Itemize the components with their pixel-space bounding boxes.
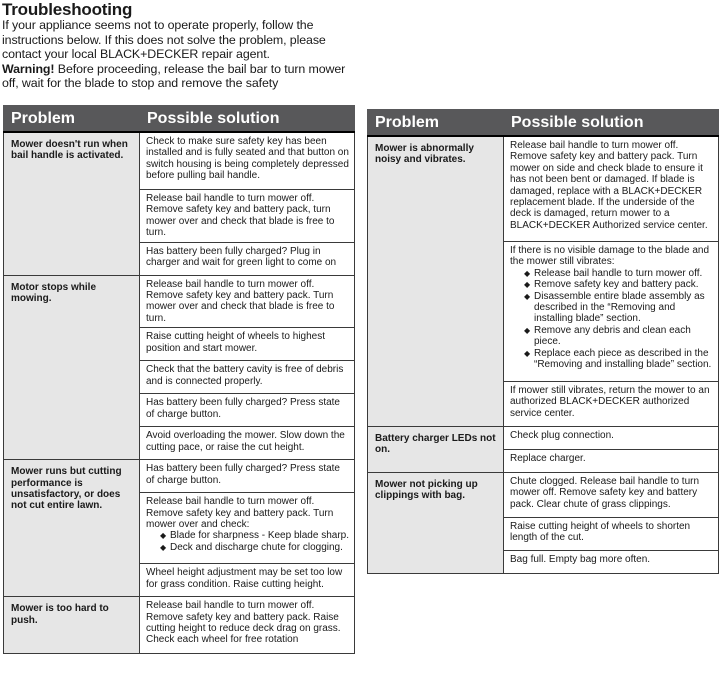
solution-text: Release bail handle to turn mower off. Remove safety key and battery pack. Turn mower over and check: (146, 496, 334, 531)
table-row (4, 597, 355, 654)
intro-paragraph (2, 18, 347, 91)
problem-column-header: Problem (4, 106, 140, 133)
problem-cell: Mower runs but cutting performance is unsatisfactory, or does not cut entire lawn. (4, 460, 140, 597)
troubleshooting-table-left (3, 105, 355, 654)
intro-text: If your appliance seems not to operate properly, follow the instructions below. If this does not solve the problem, please contact your local BLACK+DECKER repair agent. (2, 18, 326, 62)
table-row (4, 275, 355, 328)
solution-cell: Replace charger. (504, 450, 719, 473)
bullet-item: ◆ Deck and discharge chute for clogging. (160, 542, 350, 553)
warning-label: Warning! (2, 61, 55, 76)
solution-cell: Chute clogged. Release bail handle to turn mower off. Remove safety key and battery pack. Clear chute of grass clippings. (504, 473, 719, 518)
solution-cell: Has battery been fully charged? Plug in charger and wait for green light to come on (140, 242, 355, 275)
solution-cell: Wheel height adjustment may be set too low for grass condition. Raise cutting height. (140, 564, 355, 597)
warning-text: Before proceeding, release the bail bar to turn mower off, wait for the blade to stop and remove the safety (2, 61, 346, 91)
solution-cell: Raise cutting height of wheels to highest position and start mower. (140, 328, 355, 361)
solution-cell: Has battery been fully charged? Press state of charge button. (140, 460, 355, 493)
problem-cell: Battery charger LEDs not on. (368, 427, 504, 473)
problem-cell: Mower not picking up clippings with bag. (368, 473, 504, 574)
page-title: Troubleshooting (2, 0, 133, 19)
solution-cell: Check to make sure safety key has been installed and is fully seated and that button on switch housing is being completely depressed before pulling bail handle. (140, 132, 355, 190)
table-row (368, 136, 719, 242)
troubleshooting-table-right (367, 109, 719, 574)
bullet-item: ◆ Disassemble entire blade assembly as described in the “Removing and installing blade” section. (524, 291, 714, 325)
bullet-item: ◆ Remove any debris and clean each piece. (524, 325, 714, 348)
solution-cell: Raise cutting height of wheels to shorten length of the cut. (504, 518, 719, 551)
problem-cell: Mower is abnormally noisy and vibrates. (368, 136, 504, 427)
solution-cell: Has battery been fully charged? Press state of charge button. (140, 394, 355, 427)
problem-cell: Motor stops while mowing. (4, 275, 140, 460)
table-row (4, 460, 355, 493)
table-row (4, 132, 355, 190)
solution-cell: Bag full. Empty bag more often. (504, 551, 719, 574)
table-row (368, 473, 719, 518)
bullet-item: ◆ Remove safety key and battery pack. (524, 279, 714, 290)
solution-cell: If mower still vibrates, return the mower to an authorized BLACK+DECKER authorized service center. (504, 382, 719, 427)
solution-cell: Check that the battery cavity is free of debris and is connected properly. (140, 361, 355, 394)
solution-cell (140, 493, 355, 564)
table-row (368, 427, 719, 450)
solution-cell: Release bail handle to turn mower off. Remove safety key and battery pack. Turn mower on side and check blade to ensure it has not been bent or damaged. If blade is damaged, replace with a BLACK+DECKER replacement blade. If the underside of the deck is damaged, return mower to a BLACK+DECKER Authorized service center. (504, 136, 719, 242)
solution-cell: Avoid overloading the mower. Slow down the cutting pace, or raise the cut height. (140, 427, 355, 460)
bullet-item: ◆ Release bail handle to turn mower off. (524, 268, 714, 279)
solution-cell: Release bail handle to turn mower off. Remove safety key and battery pack, turn mower over and check that blade is free to turn. (140, 190, 355, 243)
solution-column-header: Possible solution (504, 110, 719, 137)
problem-column-header: Problem (368, 110, 504, 137)
bullet-list (510, 268, 714, 371)
solution-cell: Check plug connection. (504, 427, 719, 450)
solution-cell (504, 242, 719, 382)
problem-cell: Mower is too hard to push. (4, 597, 140, 654)
solution-text: If there is no visible damage to the blade and the mower still vibrates: (510, 245, 710, 268)
bullet-item: ◆ Replace each piece as described in the “Removing and installing blade” section. (524, 348, 714, 371)
bullet-list (146, 530, 350, 553)
solution-cell: Release bail handle to turn mower off. Remove safety key and battery pack. Raise cutting height to reduce deck drag on grass. Check each wheel for free rotation (140, 597, 355, 654)
table-header-row (4, 106, 355, 133)
solution-cell: Release bail handle to turn mower off. Remove safety key and battery pack. Turn mower over and check that blade is free to turn. (140, 275, 355, 328)
problem-cell: Mower doesn't run when bail handle is activated. (4, 132, 140, 275)
table-header-row (368, 110, 719, 137)
bullet-item: ◆ Blade for sharpness - Keep blade sharp. (160, 530, 350, 541)
solution-column-header: Possible solution (140, 106, 355, 133)
